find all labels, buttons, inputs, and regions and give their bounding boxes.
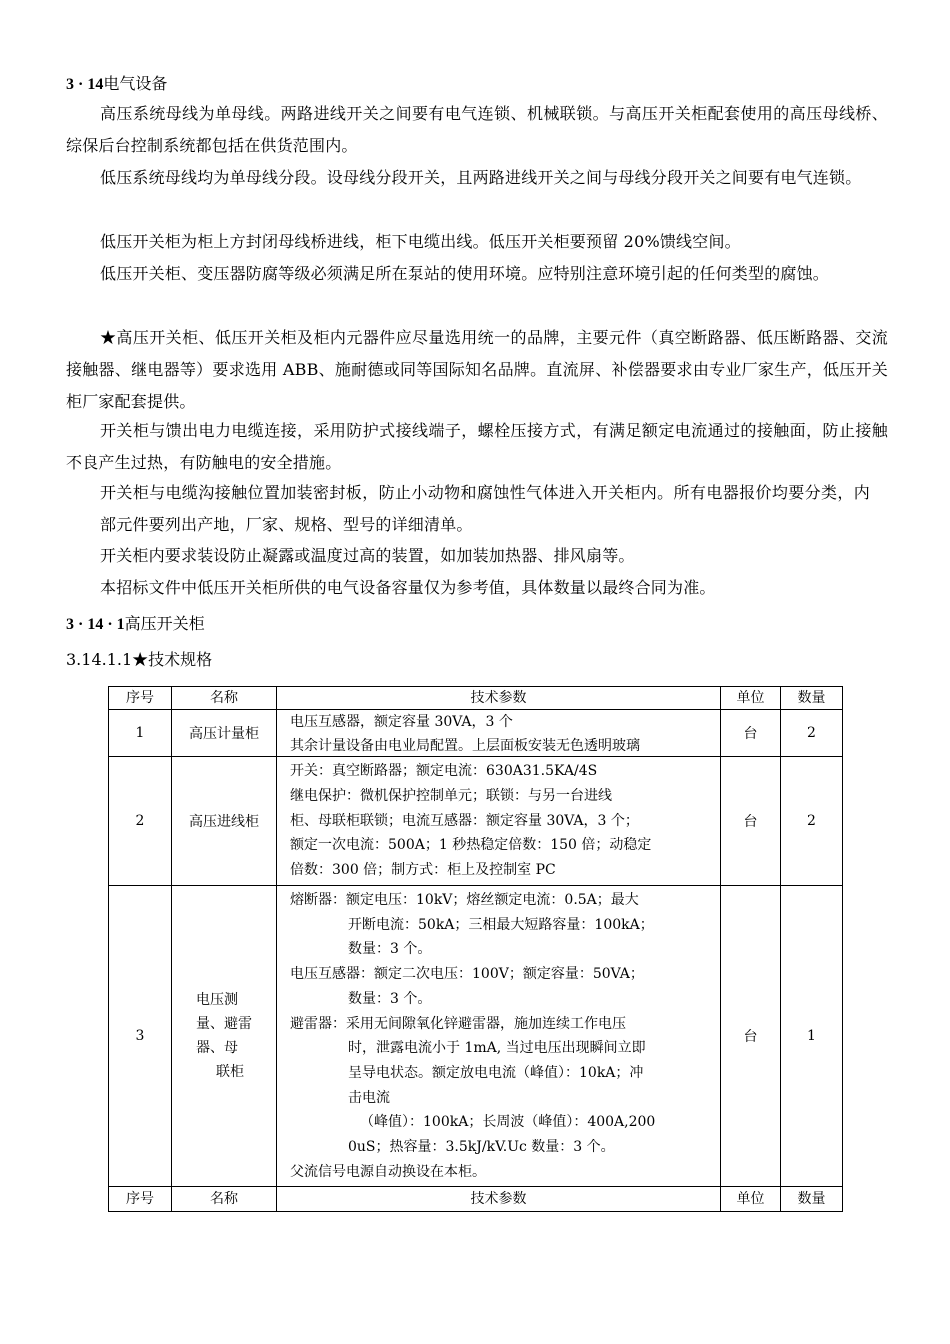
name-line: 联柜 — [216, 1064, 244, 1081]
header-cell: 技术参数 — [277, 687, 721, 710]
header-cell: 数量 — [781, 1187, 843, 1212]
header-cell: 序号 — [109, 1187, 172, 1212]
param-line: 数量：3 个。 — [348, 941, 432, 958]
param-line: 0uS；热容量：3.5kJ/kV.Uc 数量：3 个。 — [348, 1139, 615, 1156]
spec-table — [108, 686, 843, 1212]
header-cell: 名称 — [172, 687, 277, 710]
name-line: 电压测 — [196, 992, 238, 1009]
paragraph: 开关柜与电缆沟接触位置加装密封板，防止小动物和腐蚀性气体进入开关柜内。所有电器报价均要分类，内部元件要列出产地，厂家、规格、型号的详细清单。 — [100, 483, 870, 534]
row-name — [172, 885, 277, 1186]
paragraph: 开关柜与馈出电力电缆连接，采用防护式接线端子，螺栓压接方式，有满足额定电流通过的接触面，防止接触不良产生过热，有防触电的安全措施。 — [66, 421, 888, 472]
paragraph: ★高压开关柜、低压开关柜及柜内元器件应尽量选用统一的品牌，主要元件（真空断路器、低压断路器、交流接触器、继电器等）要求选用 ABB、施耐德或同等国际知名品牌。直流屏、补偿器要求由专业厂家生产，低压开关柜厂家配套提供。 — [66, 328, 888, 411]
header-cell: 单位 — [721, 687, 781, 710]
param-line: 额定一次电流：500A；1 秒热稳定倍数：150 倍；动稳定 — [290, 837, 652, 854]
row-unit: 台 — [721, 757, 781, 886]
row-params — [277, 757, 721, 886]
param-line: 时，泄露电流小于 1mA, 当过电压出现瞬间立即 — [348, 1040, 646, 1057]
paragraph: 低压开关柜为柜上方封闭母线桥进线，柜下电缆出线。低压开关柜要预留 20%馈线空间。 — [100, 232, 741, 251]
param-line: 电压互感器，额定容量 30VA，3 个 — [290, 714, 513, 730]
header-cell: 技术参数 — [277, 1187, 721, 1212]
row-qty: 2 — [781, 757, 843, 886]
name-line: 量、避雷 — [196, 1016, 252, 1033]
subsubsection-heading: 3.14.1.1★技术规格 — [66, 650, 213, 669]
row-qty: 1 — [781, 885, 843, 1186]
paragraph: 高压系统母线为单母线。两路进线开关之间要有电气连锁、机械联锁。与高压开关柜配套使用的高压母线桥、综保后台控制系统都包括在供货范围内。 — [66, 104, 888, 155]
row-unit: 台 — [721, 710, 781, 757]
subsection-heading — [66, 612, 205, 637]
paragraph: 低压开关柜、变压器防腐等级必须满足所在泵站的使用环境。应特别注意环境引起的任何类型的腐蚀。 — [100, 264, 830, 283]
param-line: 击电流 — [348, 1089, 390, 1106]
row-name: 高压进线柜 — [172, 757, 277, 886]
param-line: 父流信号电源自动换设在本柜。 — [290, 1163, 486, 1180]
param-line: 开关：真空断路器；额定电流：630A31.5KA/4S — [290, 763, 598, 779]
header-cell: 单位 — [721, 1187, 781, 1212]
table-row — [109, 757, 843, 886]
name-line: 器、母 — [196, 1040, 238, 1057]
row-unit: 台 — [721, 885, 781, 1186]
table-header-row — [109, 687, 843, 710]
row-params — [277, 710, 721, 757]
row-qty: 2 — [781, 710, 843, 757]
section-title: 电气设备 — [103, 74, 168, 93]
row-name: 高压计量柜 — [172, 710, 277, 757]
paragraph: 低压系统母线均为单母线分段。设母线分段开关，且两路进线开关之间与母线分段开关之间要有电气连锁。 — [100, 168, 862, 187]
paragraph: 本招标文件中低压开关柜所供的电气设备容量仅为参考值，具体数量以最终合同为准。 — [100, 578, 716, 597]
header-cell: 序号 — [109, 687, 172, 710]
param-line: 柜、母联柜联锁；电流互感器：额定容量 30VA，3 个； — [290, 812, 639, 829]
param-line: 开断电流：50kA；三相最大短路容量：100kA； — [348, 916, 654, 933]
row-number: 3 — [109, 885, 172, 1186]
row-params — [277, 885, 721, 1186]
param-line: 数量：3 个。 — [348, 990, 432, 1007]
param-line: 电压互感器：额定二次电压：100V；额定容量：50VA； — [290, 966, 644, 983]
row-number: 1 — [109, 710, 172, 757]
table-header-row-repeat — [109, 1187, 843, 1212]
param-line: 避雷器：采用无间隙氧化锌避雷器，施加连续工作电压 — [290, 1015, 626, 1032]
paragraph: 开关柜内要求装设防止凝露或温度过高的装置，如加装加热器、排风扇等。 — [100, 546, 635, 565]
param-line: 其余计量设备由电业局配置。上层面板安装无色透明玻璃 — [290, 738, 640, 754]
param-line: 继电保护：微机保护控制单元；联锁：与另一台进线 — [290, 787, 612, 804]
param-line: 倍数：300 倍；制方式：柜上及控制室 PC — [290, 862, 556, 879]
section-number: 3 · 14 — [66, 76, 104, 93]
param-line: （峰值）：100kA；长周波（峰值）：400A,200 — [360, 1114, 656, 1131]
header-cell: 数量 — [781, 687, 843, 710]
subsection-number: 3 · 14 · 1 — [66, 616, 125, 633]
param-line: 熔断器：额定电压：10kV；熔丝额定电流：0.5A；最大 — [290, 891, 639, 908]
row-number: 2 — [109, 757, 172, 886]
table-row — [109, 710, 843, 757]
param-line: 呈导电状态。额定放电电流（峰值）：10kA；冲 — [348, 1064, 644, 1081]
subsection-title: 高压开关柜 — [124, 614, 205, 633]
table-row — [109, 885, 843, 1186]
header-cell: 名称 — [172, 1187, 277, 1212]
section-heading — [66, 72, 167, 97]
